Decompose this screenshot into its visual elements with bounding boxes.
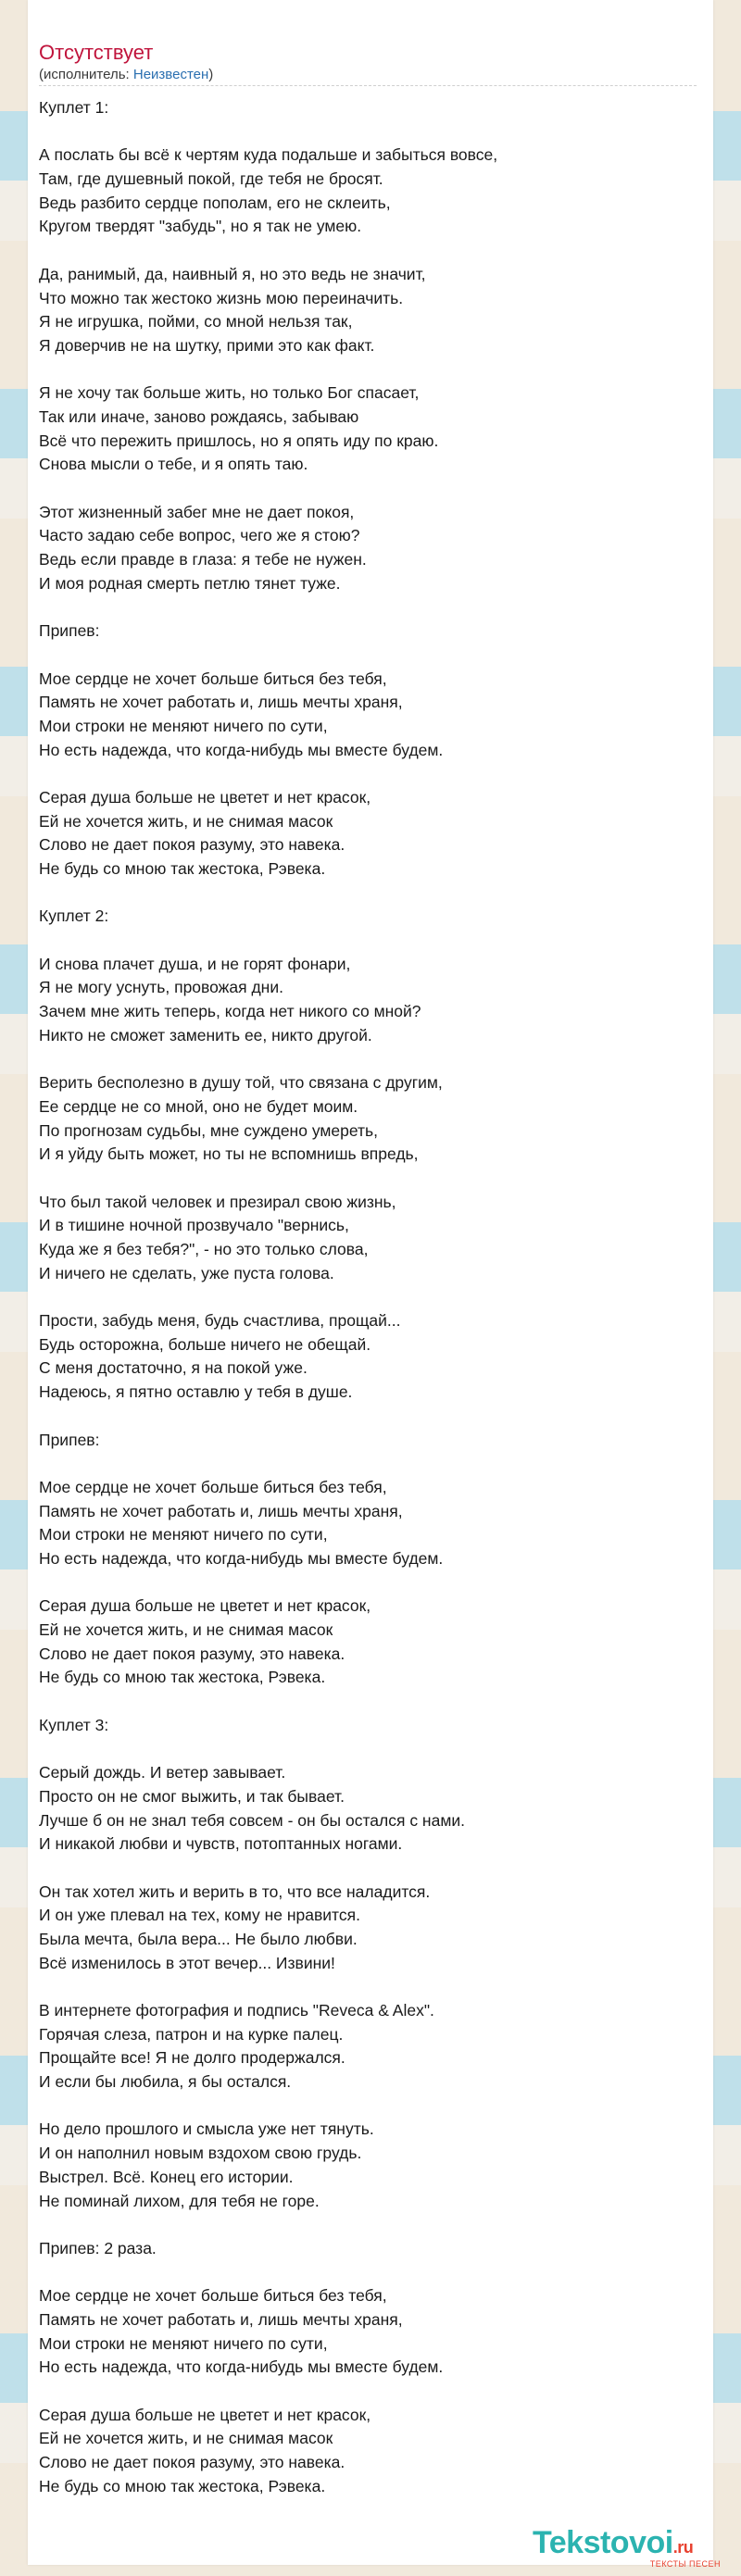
lyrics-line: По прогнозам судьбы, мне суждено умереть, <box>39 1120 379 1140</box>
lyrics-line: И я уйду быть может, но ты не вспомнишь впредь, <box>39 1144 419 1164</box>
lyrics-card <box>28 0 713 2565</box>
lyrics-line: Ей не хочется жить, и не снимая масок <box>39 1620 333 1639</box>
lyrics-blank-line <box>39 1405 701 1429</box>
lyrics-line: Память не хочет работать и, лишь мечты храня, <box>39 693 403 712</box>
lyrics-line: Не будь со мною так жестока, Рэвека. <box>39 1668 326 1687</box>
lyrics-line: Прости, забудь меня, будь счастлива, прощай... <box>39 1311 401 1331</box>
lyrics-blank-line <box>39 2261 701 2285</box>
lyrics-line: И снова плачет душа, и не горят фонари, <box>39 954 351 973</box>
logo-tagline: ТЕКСТЫ ПЕСЕН <box>649 2559 721 2569</box>
lyrics-line: Горячая слеза, патрон и на курке палец. <box>39 2024 344 2044</box>
lyrics-blank-line <box>39 1690 701 1714</box>
lyrics-blank-line <box>39 2213 701 2237</box>
lyrics-blank-line <box>39 1571 701 1595</box>
lyrics-line: Выстрел. Всё. Конец его истории. <box>39 2167 294 2186</box>
lyrics-line: И ничего не сделать, уже пуста голова. <box>39 1263 334 1282</box>
lyrics-blank-line <box>39 477 701 501</box>
lyrics-line: Часто задаю себе вопрос, чего же я стою? <box>39 526 360 545</box>
lyrics-line: Надеюсь, я пятно оставлю у тебя в душе. <box>39 1382 353 1402</box>
lyrics-line: Будь осторожна, больше ничего не обещай. <box>39 1334 371 1354</box>
lyrics-line: Слово не дает покоя разуму, это навека. <box>39 835 345 855</box>
lyrics-line: Ее сердце не со мной, оно не будет моим. <box>39 1096 358 1116</box>
lyrics-line: Но есть надежда, что когда-нибудь мы вместе будем. <box>39 1548 444 1568</box>
lyrics-blank-line <box>39 1048 701 1072</box>
lyrics-line: Память не хочет работать и, лишь мечты храня, <box>39 1501 403 1520</box>
lyrics-line: Серая душа больше не цветет и нет красок, <box>39 787 371 807</box>
lyrics-line: С меня достаточно, я на покой уже. <box>39 1358 308 1378</box>
lyrics-blank-line <box>39 595 701 619</box>
lyrics-blank-line <box>39 1452 701 1476</box>
lyrics-blank-line <box>39 2095 701 2119</box>
lyrics-line: Всё изменилось в этот вечер... Извини! <box>39 1953 335 1972</box>
lyrics-line: Припев: <box>39 621 100 641</box>
lyrics-line: В интернете фотография и подпись "Reveca & Alex". <box>39 2001 434 2020</box>
artist-line <box>39 67 213 83</box>
lyrics-line: Припев: 2 раза. <box>39 2238 157 2257</box>
lyrics-line: Но есть надежда, что когда-нибудь мы вместе будем. <box>39 2357 444 2377</box>
lyrics-line: Не будь со мною так жестока, Рэвека. <box>39 859 326 878</box>
lyrics-blank-line <box>39 762 701 786</box>
lyrics-line: Память не хочет работать и, лишь мечты храня, <box>39 2309 403 2329</box>
lyrics-line: Куплет 2: <box>39 907 109 926</box>
lyrics-line: Но есть надежда, что когда-нибудь мы вместе будем. <box>39 740 444 759</box>
lyrics-line: Ведь разбито сердце пополам, его не склеить, <box>39 193 391 212</box>
lyrics-line: Но дело прошлого и смысла уже нет тянуть. <box>39 2120 374 2139</box>
lyrics-line: Я не могу уснуть, провожая дни. <box>39 978 283 997</box>
lyrics-line: Ей не хочется жить, и не снимая масок <box>39 2429 333 2448</box>
lyrics-line: Я не хочу так больше жить, но только Бог спасает, <box>39 383 420 403</box>
lyrics-line: Просто он не смог выжить, и так бывает. <box>39 1786 345 1806</box>
lyrics-line: Мои строки не меняют ничего по сути, <box>39 1525 328 1544</box>
lyrics-line: И он наполнил новым вздохом свою грудь. <box>39 2144 362 2163</box>
lyrics-line: Ведь если правде в глаза: я тебе не нужен. <box>39 550 367 569</box>
lyrics-line: Припев: <box>39 1430 100 1449</box>
lyrics-line: Прощайте все! Я не долго продержался. <box>39 2048 345 2068</box>
lyrics-blank-line <box>39 1285 701 1309</box>
lyrics-line: Кругом твердят "забудь", но я так не умею. <box>39 217 362 236</box>
song-title: Отсутствует <box>39 41 154 64</box>
logo-tld: .ru <box>672 2538 694 2557</box>
logo-wordmark <box>533 2526 693 2564</box>
lyrics-line: Он так хотел жить и верить в то, что все наладится. <box>39 1882 431 1901</box>
lyrics-blank-line <box>39 1737 701 1761</box>
lyrics-blank-line <box>39 1857 701 1881</box>
site-logo[interactable] <box>533 2526 732 2570</box>
lyrics-line: Что можно так жестоко жизнь мою переиначить. <box>39 288 404 307</box>
logo-main: Tekstovoi <box>533 2525 673 2560</box>
lyrics-line: Да, ранимый, да, наивный я, но это ведь не значит, <box>39 264 426 283</box>
lyrics-line: И он уже плевал на тех, кому не нравится. <box>39 1906 360 1925</box>
lyrics-blank-line <box>39 120 701 144</box>
lyrics-line: Там, где душевный покой, где тебя не бросят. <box>39 169 383 189</box>
lyrics-line: Слово не дает покоя разуму, это навека. <box>39 2453 345 2472</box>
lyrics-line: И в тишине ночной прозвучало "вернись, <box>39 1216 349 1235</box>
lyrics-line: Куплет 3: <box>39 1715 109 1734</box>
lyrics-line: Была мечта, была вера... Не было любви. <box>39 1929 358 1948</box>
lyrics-line: Лучше б он не знал тебя совсем - он бы остался с нами. <box>39 1810 465 1830</box>
divider <box>39 85 697 86</box>
lyrics-line: Мое сердце не хочет больше биться без тебя, <box>39 2286 387 2306</box>
lyrics-line: Зачем мне жить теперь, когда нет никого со мной? <box>39 1002 421 1021</box>
lyrics-line: Не поминай лихом, для тебя не горе. <box>39 2191 320 2210</box>
lyrics-blank-line <box>39 2380 701 2404</box>
lyrics-blank-line <box>39 1975 701 1999</box>
lyrics-line: И моя родная смерть петлю тянет туже. <box>39 573 341 593</box>
lyrics-line: Серая душа больше не цветет и нет красок, <box>39 1596 371 1616</box>
lyrics-blank-line <box>39 882 701 906</box>
lyrics-line: И никакой любви и чувств, потоптанных ногами. <box>39 1834 403 1854</box>
lyrics-line: Всё что пережить пришлось, но я опять иду по краю. <box>39 431 439 450</box>
lyrics-line: Серая душа больше не цветет и нет красок, <box>39 2405 371 2424</box>
lyrics-line: А послать бы всё к чертям куда подальше и забыться вовсе, <box>39 145 498 165</box>
lyrics-line: И если бы любила, я бы остался. <box>39 2072 292 2092</box>
lyrics-line: Серый дождь. И ветер завывает. <box>39 1763 286 1782</box>
lyrics-line: Верить бесполезно в душу той, что связана с другим, <box>39 1073 443 1093</box>
lyrics-blank-line <box>39 929 701 953</box>
lyrics-line: Никто не сможет заменить ее, никто другой. <box>39 1025 372 1044</box>
lyrics-blank-line <box>39 1167 701 1191</box>
artist-prefix: (исполнитель: <box>39 67 133 82</box>
lyrics-line: Я не игрушка, пойми, со мной нельзя так, <box>39 312 353 331</box>
lyrics-text <box>39 96 701 2498</box>
lyrics-line: Я доверчив не на шутку, прими это как факт. <box>39 335 375 355</box>
lyrics-line: Куплет 1: <box>39 98 109 117</box>
lyrics-blank-line <box>39 358 701 382</box>
lyrics-line: Ей не хочется жить, и не снимая масок <box>39 811 333 831</box>
lyrics-blank-line <box>39 239 701 263</box>
lyrics-line: Мои строки не меняют ничего по сути, <box>39 2333 328 2353</box>
lyrics-line: Мои строки не меняют ничего по сути, <box>39 716 328 735</box>
lyrics-blank-line <box>39 644 701 668</box>
lyrics-line: Что был такой человек и презирал свою жизнь, <box>39 1192 396 1211</box>
lyrics-line: Снова мысли о тебе, и я опять таю. <box>39 455 308 474</box>
artist-link[interactable]: Неизвестен <box>132 67 209 82</box>
lyrics-line: Мое сердце не хочет больше биться без тебя, <box>39 1477 387 1496</box>
lyrics-line: Не будь со мною так жестока, Рэвека. <box>39 2476 326 2495</box>
lyrics-line: Этот жизненный забег мне не дает покоя, <box>39 502 355 521</box>
lyrics-line: Так или иначе, заново рождаясь, забываю <box>39 406 359 426</box>
lyrics-line: Слово не дает покоя разуму, это навека. <box>39 1644 345 1663</box>
artist-suffix: ) <box>208 67 214 82</box>
lyrics-line: Мое сердце не хочет больше биться без тебя, <box>39 669 387 688</box>
lyrics-line: Куда же я без тебя?", - но это только слова, <box>39 1240 369 1258</box>
